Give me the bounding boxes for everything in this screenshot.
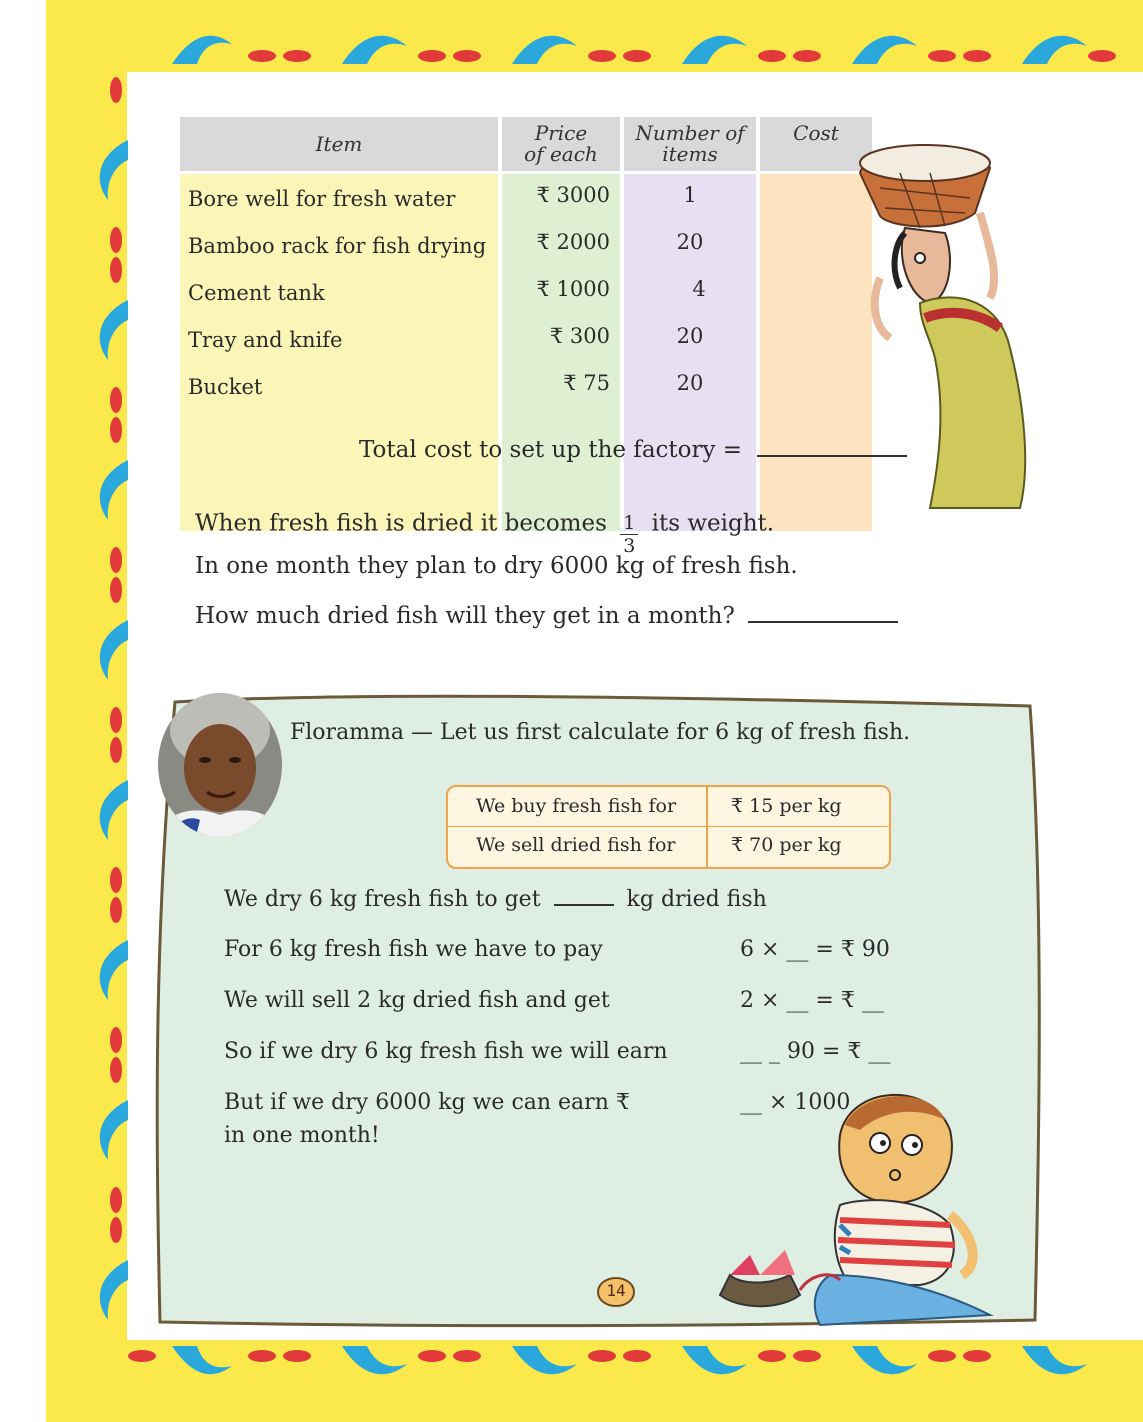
item-count: 20 bbox=[676, 230, 704, 254]
answer-blank[interactable] bbox=[748, 603, 898, 623]
header-cost: Cost bbox=[760, 117, 872, 171]
buy-label: We buy fresh fish for bbox=[476, 795, 677, 817]
left-wave-border bbox=[78, 60, 132, 1360]
header-item: Item bbox=[180, 117, 498, 171]
calc-line-3: We will sell 2 kg dried fish and get bbox=[224, 988, 610, 1013]
item-name: Bamboo rack for fish drying bbox=[188, 234, 487, 258]
item-name: Tray and knife bbox=[188, 328, 343, 352]
question-text: How much dried fish will they get in a month? bbox=[195, 603, 735, 629]
calc-line-1: We dry 6 kg fresh fish to get kg dried fish bbox=[224, 887, 767, 912]
item-price: ₹ 75 bbox=[563, 371, 610, 395]
girl-with-boats-illustration bbox=[700, 1075, 1000, 1330]
header-number: Number of items bbox=[624, 117, 756, 171]
item-price: ₹ 1000 bbox=[536, 277, 610, 301]
bottom-wave-border bbox=[112, 1344, 1143, 1386]
page-number-badge bbox=[596, 1276, 636, 1308]
calc-line-3-expr: 2 × __ = ₹ __ bbox=[740, 988, 884, 1013]
item-name: Bore well for fresh water bbox=[188, 187, 456, 211]
total-cost-label: Total cost to set up the factory = bbox=[359, 437, 743, 463]
item-count: 4 bbox=[692, 277, 706, 301]
floramma-photo bbox=[155, 690, 285, 840]
question-line bbox=[195, 603, 898, 629]
calc-line-5: But if we dry 6000 kg we can earn ₹ bbox=[224, 1090, 630, 1115]
price-row-sell bbox=[448, 826, 889, 865]
sell-label: We sell dried fish for bbox=[476, 834, 676, 856]
buy-value: ₹ 15 per kg bbox=[731, 795, 842, 817]
calc-line-5b: in one month! bbox=[224, 1123, 380, 1148]
dry-ratio-text: When fresh fish is dried it becomes bbox=[195, 510, 607, 537]
fraction-numerator: 1 bbox=[620, 512, 638, 535]
fraction-denominator: 3 bbox=[623, 535, 636, 557]
total-cost-blank[interactable] bbox=[757, 437, 907, 457]
price-row-buy bbox=[448, 787, 889, 827]
page-number: 14 bbox=[606, 1281, 626, 1300]
item-price: ₹ 2000 bbox=[536, 230, 610, 254]
item-count: 20 bbox=[676, 324, 704, 348]
top-wave-border bbox=[112, 24, 1143, 66]
floramma-line: Floramma — Let us first calculate for 6 kg of fresh fish. bbox=[290, 720, 911, 745]
dried-kg-blank[interactable] bbox=[554, 886, 614, 906]
calc-line-4: So if we dry 6 kg fresh fish we will earn bbox=[224, 1039, 668, 1064]
total-cost-line bbox=[359, 437, 907, 463]
calc-line-2-expr: 6 × __ = ₹ 90 bbox=[740, 937, 890, 962]
item-name: Cement tank bbox=[188, 281, 325, 305]
sell-value: ₹ 70 per kg bbox=[731, 834, 842, 856]
calc-line-2: For 6 kg fresh fish we have to pay bbox=[224, 937, 603, 962]
price-box-divider bbox=[706, 787, 708, 867]
fraction bbox=[620, 512, 638, 557]
item-name: Bucket bbox=[188, 375, 263, 399]
month-plan-text: In one month they plan to dry 6000 kg of fresh fish. bbox=[195, 553, 798, 579]
item-price: ₹ 3000 bbox=[536, 183, 610, 207]
price-box bbox=[446, 785, 891, 869]
dry-ratio-text-end: its weight. bbox=[651, 510, 775, 537]
item-price: ₹ 300 bbox=[549, 324, 610, 348]
item-count: 20 bbox=[676, 371, 704, 395]
dry-ratio-line bbox=[195, 502, 775, 557]
header-price: Price of each bbox=[502, 117, 620, 171]
calc-line-5-expr: __ × 1000 bbox=[740, 1090, 851, 1115]
calc-line-4-expr: __ _ 90 = ₹ __ bbox=[740, 1039, 891, 1064]
item-count: 1 bbox=[683, 183, 697, 207]
